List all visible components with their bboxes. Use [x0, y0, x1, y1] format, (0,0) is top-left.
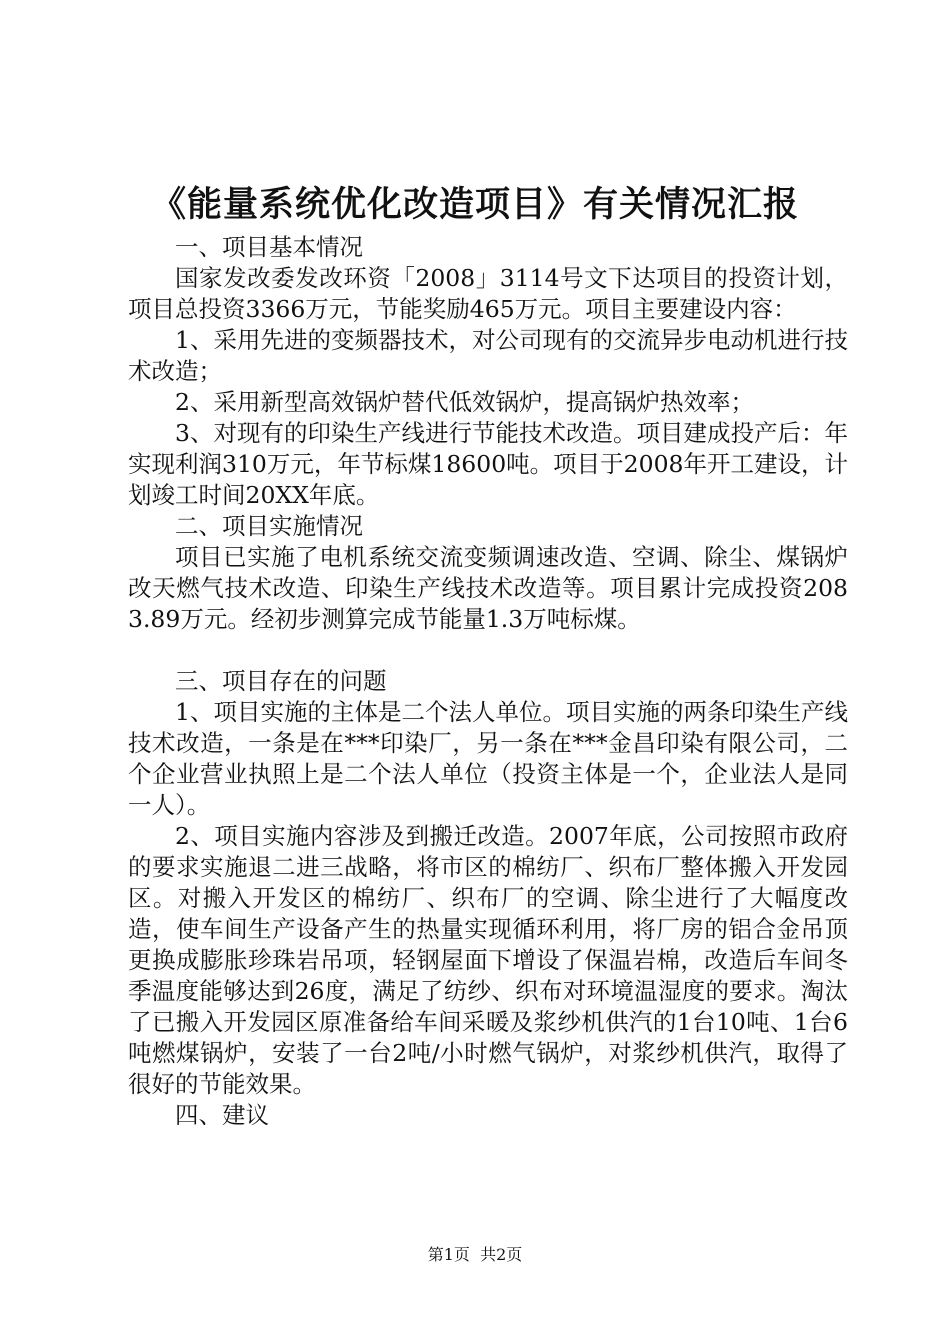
page-footer: 第1页 共2页	[427, 1245, 523, 1264]
paragraph-item-1: 1、采用先进的变频器技术，对公司现有的交流异步电动机进行技术改造；	[128, 326, 848, 385]
document-title: 《能量系统优化改造项目》有关情况汇报	[150, 185, 799, 225]
section-heading-problems: 三、项目存在的问题	[175, 667, 387, 695]
paragraph-investment-plan: 国家发改委发改环资「2008」3114号文下达项目的投资计划，项目总投资3366万元，节能奖励465万元。项目主要建设内容：	[128, 264, 848, 323]
document-body	[128, 232, 848, 1131]
section-heading-implementation: 二、项目实施情况	[175, 512, 363, 540]
paragraph-problem-1: 1、项目实施的主体是二个法人单位。项目实施的两条印染生产线技术改造，一条是在***印染厂，另一条在***金昌印染有限公司，二个企业营业执照上是二个法人单位（投资主体是一个，企业法人是同一人）。	[128, 698, 848, 819]
paragraph-implementation: 项目已实施了电机系统交流变频调速改造、空调、除尘、煤锅炉改天燃气技术改造、印染生产线技术改造等。项目累计完成投资2083.89万元。经初步测算完成节能量1.3万吨标煤。	[128, 543, 848, 633]
section-heading-suggestions: 四、建议	[175, 1101, 269, 1129]
paragraph-gap	[128, 635, 848, 666]
paragraph-item-2: 2、采用新型高效锅炉替代低效锅炉，提高锅炉热效率；	[175, 388, 754, 416]
paragraph-item-3: 3、对现有的印染生产线进行节能技术改造。项目建成投产后：年实现利润310万元，年节标煤18600吨。项目于2008年开工建设，计划竣工时间20XX年底。	[128, 419, 848, 509]
section-heading-basic-info: 一、项目基本情况	[175, 233, 363, 261]
paragraph-problem-2: 2、项目实施内容涉及到搬迁改造。2007年底，公司按照市政府的要求实施退二进三战略，将市区的棉纺厂、织布厂整体搬入开发园区。对搬入开发区的棉纺厂、织布厂的空调、除尘进行了大幅度改造，使车间生产设备产生的热量实现循环利用，将厂房的铝合金吊顶更换成膨胀珍珠岩吊项，轻钢屋面下增设了保温岩棉，改造后车间冬季温度能够达到26度，满足了纺纱、织布对环境温湿度的要求。淘汰了已搬入开发园区原准备给车间采暖及浆纱机供汽的1台10吨、1台6吨燃煤锅炉，安装了一台2吨/小时燃气锅炉，对浆纱机供汽，取得了很好的节能效果。	[128, 822, 848, 1098]
